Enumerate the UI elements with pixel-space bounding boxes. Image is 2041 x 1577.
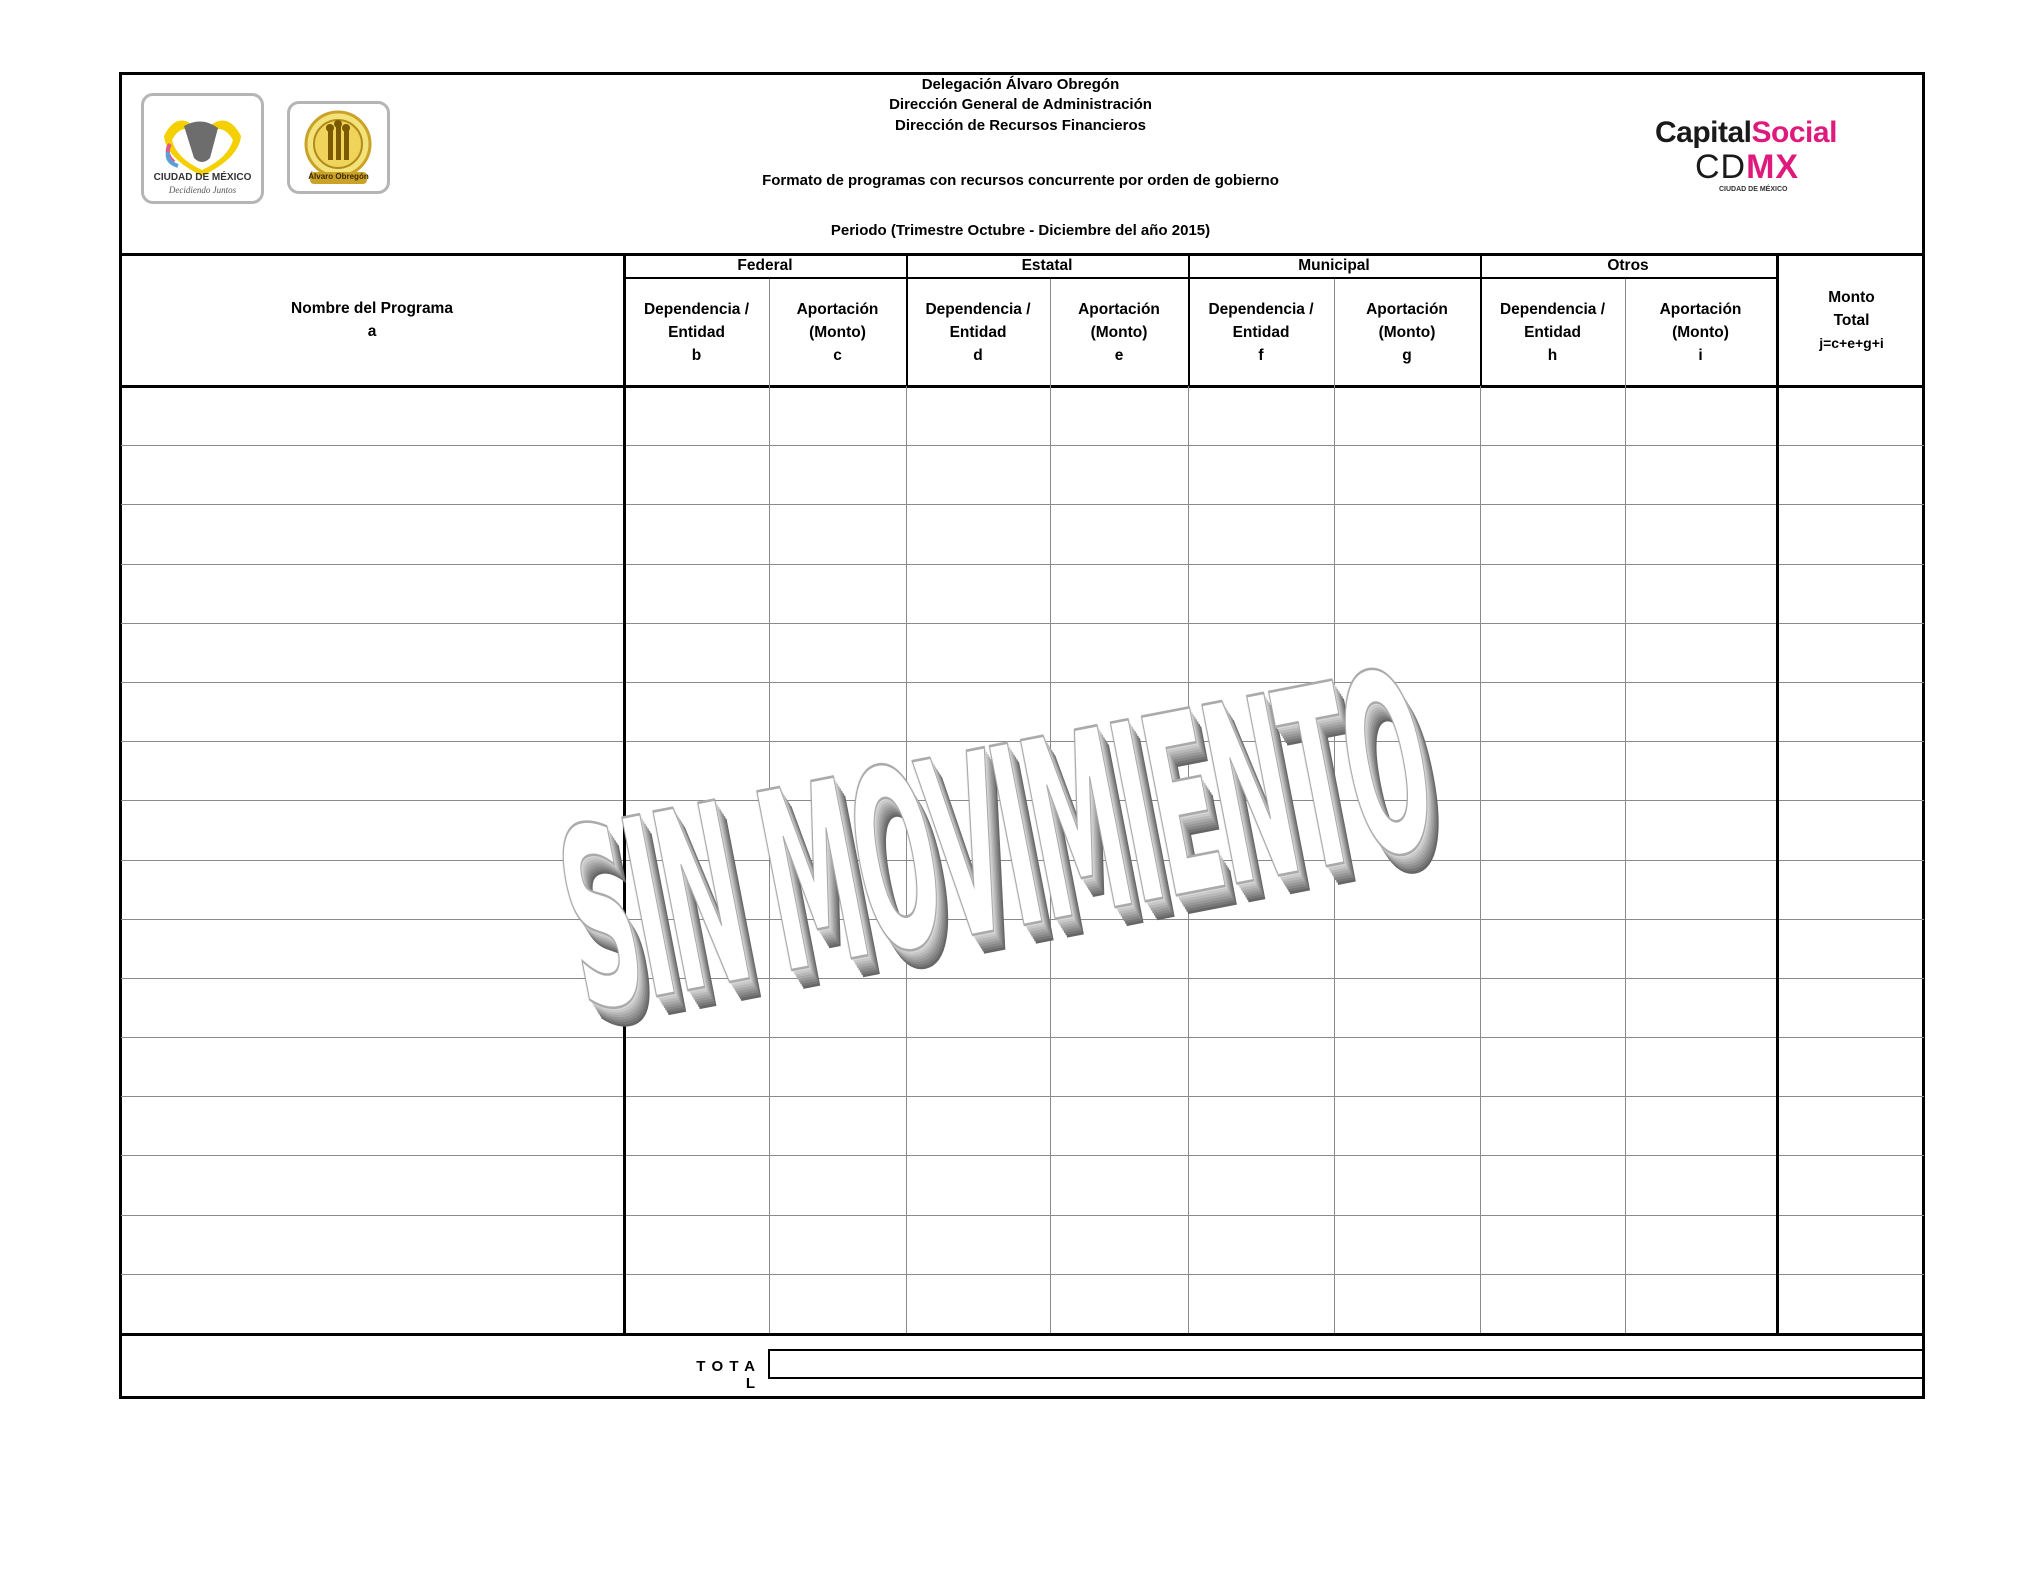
subcol-header-line: f	[1258, 346, 1264, 364]
subcol-header-line: Entidad	[1232, 323, 1290, 341]
cd-word: CD	[1695, 148, 1747, 186]
section-column-line	[1776, 255, 1779, 1333]
table-row	[121, 445, 1924, 504]
header-line3: Dirección de Recursos Financieros	[895, 117, 1146, 134]
subcol-header-line: e	[1114, 346, 1124, 364]
subcol-header-line: (Monto)	[809, 323, 866, 341]
program-header-label: Nombre del Programa	[291, 300, 453, 317]
subcol-header-line: Entidad	[668, 323, 725, 341]
subcol-header-line: g	[1402, 346, 1412, 364]
subcol-header-line: Aportación	[1366, 300, 1448, 318]
group-header-line	[624, 277, 1776, 279]
table-row	[121, 1096, 1924, 1155]
subcol-header-h	[1480, 280, 1625, 384]
table-row	[121, 1037, 1924, 1096]
subcol-header-f	[1188, 280, 1334, 384]
capital-word: Capital	[1655, 116, 1752, 149]
table-row	[121, 386, 1924, 445]
group-column-line	[1480, 255, 1482, 385]
form-title: Formato de programas con recursos concurrente por orden de gobierno	[762, 172, 1279, 189]
monto-label: Monto	[1828, 288, 1875, 306]
capital-social-logo	[1655, 116, 1875, 196]
program-name-header	[121, 256, 623, 384]
period-text: Periodo (Trimestre Octubre - Diciembre del año 2015)	[830, 222, 1211, 239]
subcol-header-line: (Monto)	[1378, 323, 1436, 341]
subcol-header-g	[1334, 280, 1480, 384]
table-row	[121, 1274, 1924, 1333]
group-column-line	[906, 255, 908, 385]
total-value-box	[768, 1349, 1924, 1379]
subcol-header-line: Entidad	[949, 323, 1007, 341]
header-line2: Dirección General de Administración	[889, 96, 1152, 113]
subcol-header-line: Aportación	[796, 300, 879, 318]
program-header-letter: a	[367, 323, 377, 340]
alvaro-obregon-logo	[287, 101, 390, 194]
subcol-header-line: (Monto)	[1090, 323, 1148, 341]
subcol-header-line: i	[1698, 346, 1703, 364]
formula-label: j=c+e+g+i	[1819, 334, 1884, 351]
subcol-header-line: Aportación	[1659, 300, 1742, 318]
social-word: Social	[1751, 116, 1837, 149]
cdmx-sub-text: CIUDAD DE MÉXICO	[1719, 186, 1788, 193]
total-row-label: T O T A L	[696, 1358, 756, 1392]
cdmx-logo-text: CIUDAD DE MÉXICO	[153, 172, 252, 183]
subcol-header-line: d	[973, 346, 983, 364]
subcol-header-line: Dependencia /	[1208, 300, 1314, 318]
cdmx-logo-slogan: Decidiendo Juntos	[168, 185, 237, 195]
subcol-header-c	[769, 280, 906, 384]
sin-movimiento-watermark: SIN MOVIMIENTO	[539, 616, 1451, 1070]
group-federal: Federal	[737, 257, 793, 274]
subcol-header-line: c	[833, 346, 842, 364]
total-label: Total	[1833, 311, 1870, 329]
table-body-bottom-border	[120, 1333, 1924, 1336]
table-row	[121, 1215, 1924, 1274]
subcol-header-e	[1050, 280, 1188, 384]
monto-total-header	[1779, 256, 1924, 384]
column-line	[1625, 279, 1626, 1333]
group-municipal: Municipal	[1298, 257, 1370, 274]
subcol-header-i	[1625, 280, 1776, 384]
subcol-header-line: (Monto)	[1672, 323, 1729, 341]
subcol-header-b	[624, 280, 769, 384]
subcol-header-line: Entidad	[1524, 323, 1581, 341]
subcol-header-line: Dependencia /	[925, 300, 1031, 318]
subcol-header-line: b	[691, 346, 702, 364]
subcol-header-line: Aportación	[1078, 300, 1160, 318]
table-row	[121, 504, 1924, 563]
subcol-header-line: Dependencia /	[1499, 300, 1606, 318]
table-row	[121, 564, 1924, 623]
header-line1: Delegación Álvaro Obregón	[921, 76, 1120, 93]
cdmx-logo	[141, 93, 264, 204]
table-row	[121, 623, 1924, 682]
ao-logo-text: Álvaro Obregón	[308, 172, 369, 181]
group-otros: Otros	[1607, 257, 1649, 274]
group-estatal: Estatal	[1021, 257, 1073, 274]
subcol-header-d	[906, 280, 1050, 384]
subcol-header-line: h	[1547, 346, 1558, 364]
table-row	[121, 1155, 1924, 1214]
subcol-header-line: Dependencia /	[643, 300, 750, 318]
mx-word: MX	[1746, 148, 1800, 186]
column-line	[1480, 386, 1481, 1333]
group-column-line	[1188, 255, 1190, 385]
table-row	[121, 978, 1924, 1037]
